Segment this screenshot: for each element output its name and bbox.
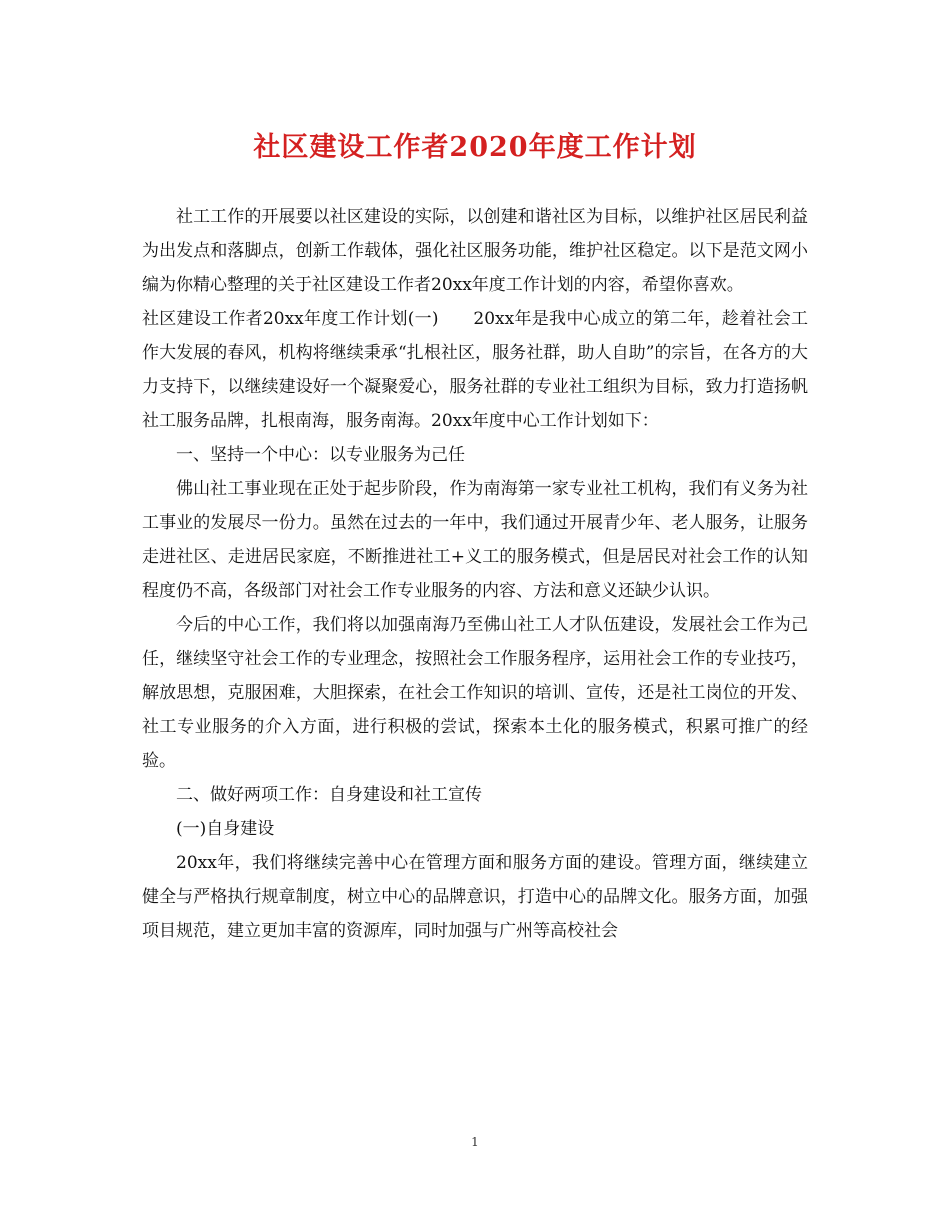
- paragraph-plan-one: 社区建设工作者20xx年度工作计划(一) 20xx年是我中心成立的第二年，趁着社会工作大发展的春风，机构将继续秉承“扎根社区，服务社群，助人自助”的宗旨，在各方的大力支持下，以继续建设好一个凝聚爱心，服务社群的专业社工组织为目标，致力打造扬帆社工服务品牌，扎根南海，服务南海。20xx年度中心工作计划如下：: [142, 309, 808, 431]
- page-number: 1: [471, 1135, 479, 1149]
- paragraph-self-building: 20xx年，我们将继续完善中心在管理方面和服务方面的建设。管理方面，继续建立健全与严格执行规章制度，树立中心的品牌意识，打造中心的品牌文化。服务方面，加强项目规范，建立更加丰富的资源库，同时加强与广州等高校社会: [142, 853, 808, 941]
- paragraph-foshan: 佛山社工事业现在正处于起步阶段，作为南海第一家专业社工机构，我们有义务为社工事业的发展尽一份力。虽然在过去的一年中，我们通过开展青少年、老人服务，让服务走进社区、走进居民家庭，不断推进社工+义工的服务模式，但是居民对社会工作的认知程度仍不高，各级部门对社会工作专业服务的内容、方法和意义还缺少认识。: [142, 479, 808, 601]
- paragraph-intro: 社工工作的开展要以社区建设的实际，以创建和谐社区为目标，以维护社区居民利益为出发点和落脚点，创新工作载体，强化社区服务功能，维护社区稳定。以下是范文网小编为你精心整理的关于社区建设工作者20xx年度工作计划的内容，希望你喜欢。: [142, 207, 808, 295]
- section-heading-one: 一、坚持一个中心：以专业服务为己任: [176, 445, 465, 465]
- paragraph-future-work: 今后的中心工作，我们将以加强南海乃至佛山社工人才队伍建设，发展社会工作为己任，继续坚守社会工作的专业理念，按照社会工作服务程序，运用社会工作的专业技巧，解放思想，克服困难，大胆探索，在社会工作知识的培训、宣传，还是社工岗位的开发、社工专业服务的介入方面，进行积极的尝试，探索本土化的服务模式，积累可推广的经验。: [142, 615, 808, 771]
- subsection-heading-self-building: (一)自身建设: [176, 819, 275, 839]
- document-body: [142, 200, 808, 948]
- page-title: 社区建设工作者2020年度工作计划: [253, 132, 697, 163]
- section-heading-two: 二、做好两项工作：自身建设和社工宣传: [176, 785, 482, 805]
